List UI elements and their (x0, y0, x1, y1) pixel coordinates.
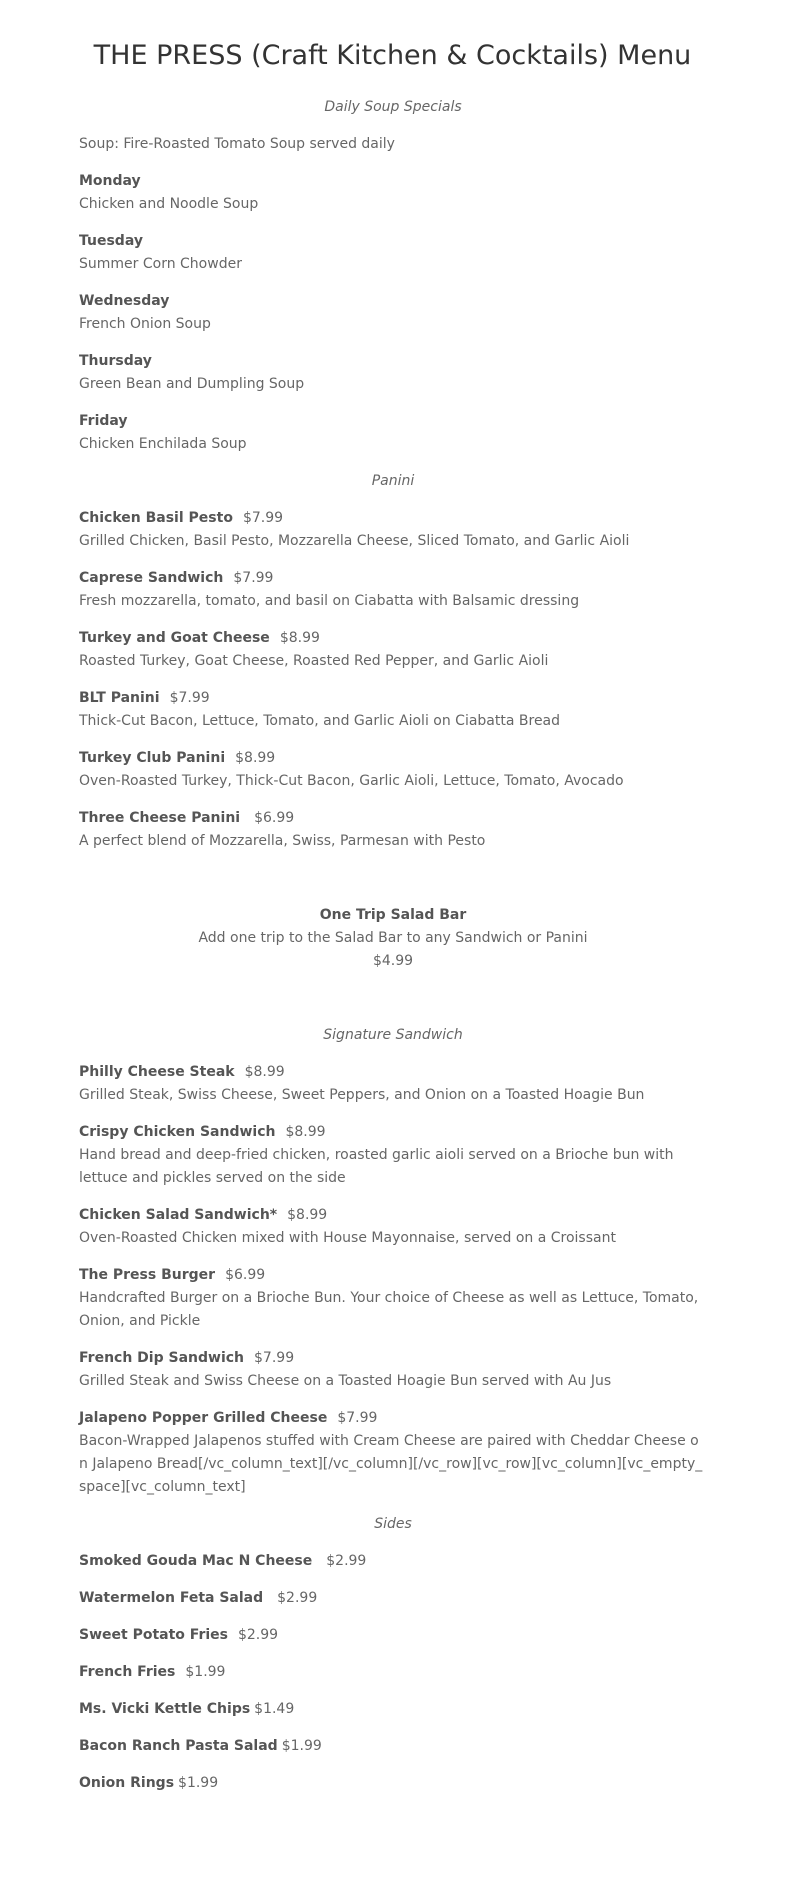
item-price: $8.99 (244, 1064, 285, 1080)
menu-item-header (79, 567, 707, 590)
item-name: The Press Burger (79, 1267, 216, 1283)
item-description: Grilled Steak, Swiss Cheese, Sweet Peppers, and Onion on a Toasted Hoagie Bun (79, 1087, 645, 1103)
item-description: Handcrafted Burger on a Brioche Bun. Your choice of Cheese as well as Lettuce, Tomato, Onion, and Pickle (79, 1290, 699, 1329)
page-title: THE PRESS (Craft Kitchen & Cocktails) Menu (93, 40, 692, 71)
item-price: $7.99 (233, 570, 274, 586)
menu-item-header (79, 627, 707, 650)
item-name: Turkey and Goat Cheese (79, 630, 270, 646)
item-price: $7.99 (254, 1350, 295, 1366)
menu-item-header (79, 1121, 707, 1144)
soup-tuesday: Summer Corn Chowder (79, 256, 242, 272)
soup-section-heading: Daily Soup Specials (324, 99, 462, 115)
item-name: Bacon Ranch Pasta Salad (79, 1738, 278, 1754)
side-item (79, 1587, 707, 1610)
side-item (79, 1661, 707, 1684)
menu-item-header (79, 1264, 707, 1287)
soup-monday: Chicken and Noodle Soup (79, 196, 259, 212)
item-price: $1.99 (185, 1664, 226, 1680)
side-item (79, 1624, 707, 1647)
soup-day-monday: Monday (79, 173, 141, 189)
item-name: Chicken Salad Sandwich* (79, 1207, 278, 1223)
item-price: $6.99 (254, 810, 295, 826)
item-name: Philly Cheese Steak (79, 1064, 235, 1080)
item-description: Fresh mozzarella, tomato, and basil on Ciabatta with Balsamic dressing (79, 593, 580, 609)
item-name: Ms. Vicki Kettle Chips (79, 1701, 251, 1717)
item-name: Onion Rings (79, 1775, 175, 1791)
soup-day-friday: Friday (79, 413, 128, 429)
item-price: $2.99 (277, 1590, 318, 1606)
item-price: $8.99 (285, 1124, 326, 1140)
item-description: Grilled Chicken, Basil Pesto, Mozzarella Cheese, Sliced Tomato, and Garlic Aioli (79, 533, 630, 549)
menu-item-header (79, 807, 707, 830)
soup-intro: Soup: Fire-Roasted Tomato Soup served daily (79, 136, 395, 152)
soup-thursday: Green Bean and Dumpling Soup (79, 376, 305, 392)
item-description: Grilled Steak and Swiss Cheese on a Toasted Hoagie Bun served with Au Jus (79, 1373, 612, 1389)
salad-bar-price: $4.99 (372, 953, 414, 969)
side-item (79, 1550, 707, 1573)
soup-day-wednesday: Wednesday (79, 293, 170, 309)
menu-item-header (79, 1061, 707, 1084)
item-name: Watermelon Feta Salad (79, 1590, 264, 1606)
menu-item-header (79, 1407, 707, 1430)
item-name: Caprese Sandwich (79, 570, 224, 586)
item-price: $2.99 (237, 1627, 279, 1643)
item-price: $2.99 (326, 1553, 367, 1569)
item-description: Hand bread and deep-fried chicken, roasted garlic aioli served on a Brioche bun with lettuce and pickles served on the side (79, 1147, 674, 1186)
salad-bar-name: One Trip Salad Bar (319, 907, 467, 923)
item-description: Oven-Roasted Turkey, Thick-Cut Bacon, Garlic Aioli, Lettuce, Tomato, Avocado (79, 773, 624, 789)
item-price: $7.99 (242, 510, 284, 526)
sides-section-heading: Sides (374, 1516, 412, 1532)
menu-item-header (79, 1204, 707, 1227)
item-price: $8.99 (279, 630, 320, 646)
item-description: Roasted Turkey, Goat Cheese, Roasted Red Pepper, and Garlic Aioli (79, 653, 549, 669)
menu-item-header (79, 507, 707, 530)
side-item (79, 1772, 707, 1795)
item-name: Jalapeno Popper Grilled Cheese (79, 1410, 328, 1426)
soup-day-thursday: Thursday (79, 353, 152, 369)
item-name: Crispy Chicken Sandwich (79, 1124, 276, 1140)
item-description: A perfect blend of Mozzarella, Swiss, Parmesan with Pesto (79, 833, 486, 849)
item-name: Sweet Potato Fries (79, 1627, 228, 1643)
item-name: French Fries (79, 1664, 176, 1680)
item-description: Thick-Cut Bacon, Lettuce, Tomato, and Garlic Aioli on Ciabatta Bread (79, 713, 561, 729)
menu-item-header (79, 687, 707, 710)
signature-section-heading: Signature Sandwich (323, 1027, 463, 1043)
item-name: Three Cheese Panini (79, 810, 241, 826)
soup-day-tuesday: Tuesday (79, 233, 143, 249)
item-description: Bacon-Wrapped Jalapenos stuffed with Cream Cheese are paired with Cheddar Cheese on Jalapeno Bread[/vc_column_text][/vc_column][/vc_row][vc_row][vc_column][vc_empty_space][vc_column_text] (79, 1433, 703, 1495)
item-price: $1.99 (178, 1775, 219, 1791)
item-name: French Dip Sandwich (79, 1350, 245, 1366)
salad-bar-description: Add one trip to the Salad Bar to any Sandwich or Panini (198, 930, 588, 946)
side-item (79, 1698, 707, 1721)
item-name: Chicken Basil Pesto (79, 510, 233, 526)
soup-wednesday: French Onion Soup (79, 316, 211, 332)
soup-friday: Chicken Enchilada Soup (79, 436, 247, 452)
item-price: $6.99 (225, 1267, 266, 1283)
panini-section-heading: Panini (371, 473, 415, 489)
item-description: Oven-Roasted Chicken mixed with House Mayonnaise, served on a Croissant (79, 1230, 616, 1246)
side-item (79, 1735, 707, 1758)
item-price: $7.99 (337, 1410, 378, 1426)
item-price: $8.99 (235, 750, 276, 766)
item-price: $1.49 (254, 1701, 295, 1717)
item-name: Turkey Club Panini (79, 750, 226, 766)
menu-item-header (79, 747, 707, 770)
menu-item-header (79, 1347, 707, 1370)
item-name: Smoked Gouda Mac N Cheese (79, 1553, 313, 1569)
item-price: $1.99 (281, 1738, 322, 1754)
item-price: $7.99 (169, 690, 210, 706)
item-name: BLT Panini (79, 690, 160, 706)
item-price: $8.99 (287, 1207, 328, 1223)
